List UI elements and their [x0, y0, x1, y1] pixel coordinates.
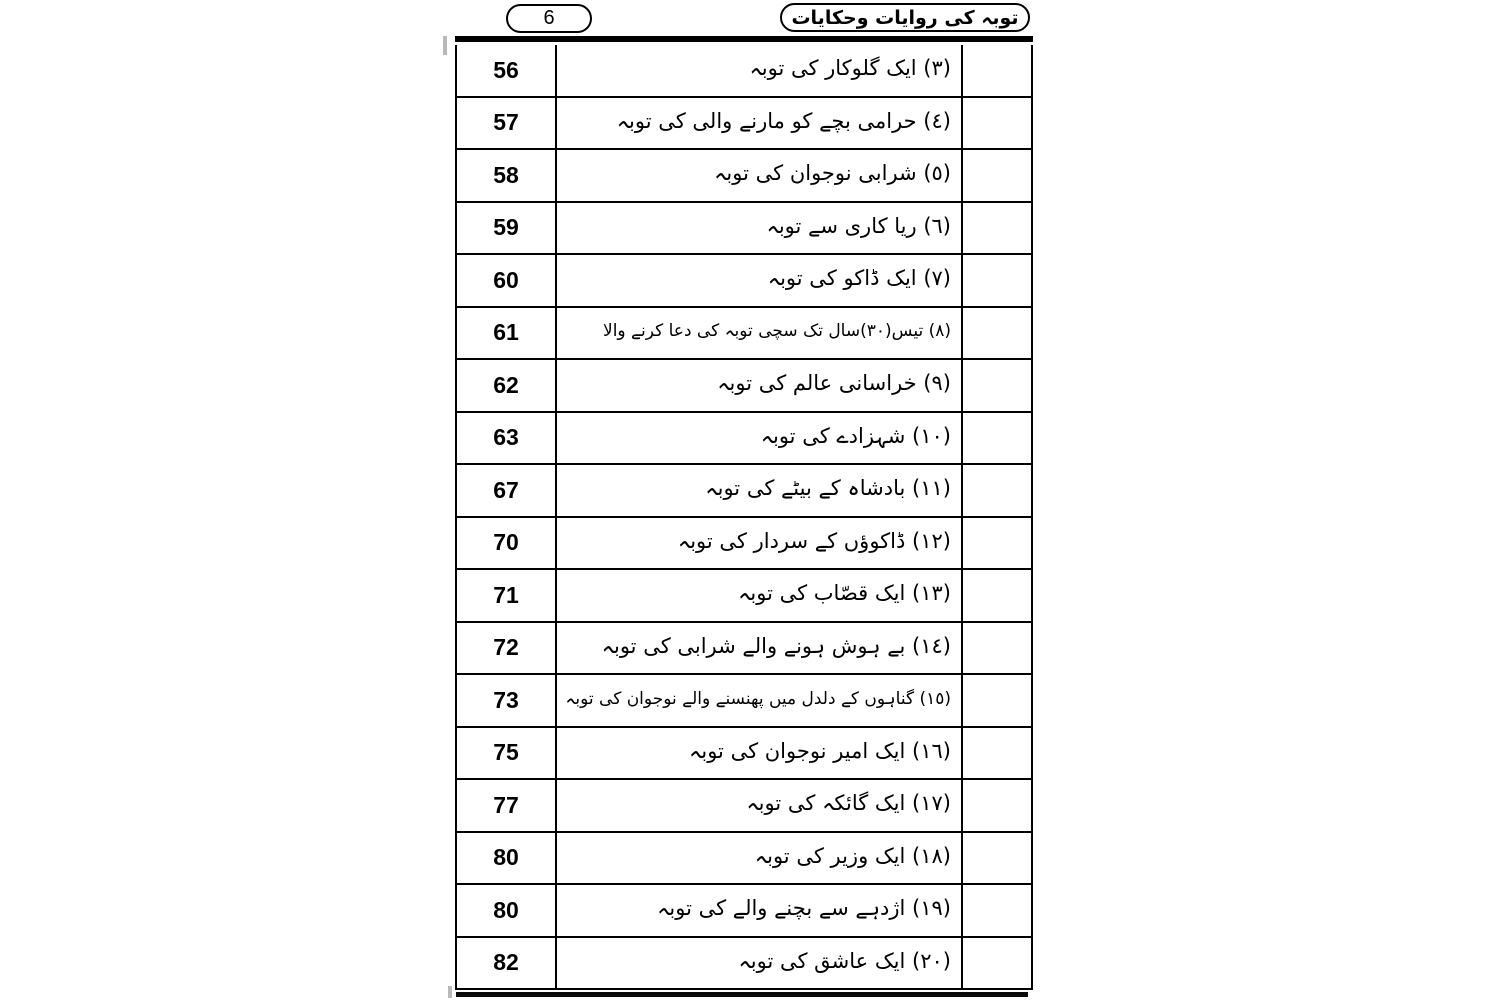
page-number-badge — [506, 4, 592, 33]
toc-blank-cell — [963, 780, 1031, 833]
toc-blank-cell — [963, 938, 1031, 991]
toc-page-number: 57 — [457, 98, 557, 151]
toc-blank-cell — [963, 675, 1031, 728]
toc-page-number: 71 — [457, 570, 557, 623]
toc-row — [457, 518, 1031, 571]
toc-row — [457, 780, 1031, 833]
toc-chapter-title: (١٧) ایک گائکہ کی توبہ — [557, 780, 963, 833]
scan-artifact-tick-bottom — [448, 986, 452, 998]
toc-page-number: 56 — [457, 45, 557, 98]
toc-chapter-title: (١٨) ایک وزیر کی توبہ — [557, 833, 963, 886]
toc-row — [457, 728, 1031, 781]
toc-page-number: 80 — [457, 833, 557, 886]
toc-chapter-title: (١١) بادشاہ کے بیٹے کی توبہ — [557, 465, 963, 518]
toc-page-number: 60 — [457, 255, 557, 308]
toc-chapter-title: (٥) شرابی نوجوان کی توبہ — [557, 150, 963, 203]
toc-chapter-title: (٩) خراسانی عالم کی توبہ — [557, 360, 963, 413]
toc-row — [457, 675, 1031, 728]
toc-page-number: 70 — [457, 518, 557, 571]
toc-blank-cell — [963, 833, 1031, 886]
toc-page-number: 67 — [457, 465, 557, 518]
toc-blank-cell — [963, 885, 1031, 938]
footer-rule — [456, 992, 1028, 997]
toc-row — [457, 255, 1031, 308]
toc-row — [457, 833, 1031, 886]
toc-row — [457, 623, 1031, 676]
toc-blank-cell — [963, 308, 1031, 361]
toc-page-number: 61 — [457, 308, 557, 361]
scan-artifact-tick-top — [443, 36, 447, 55]
toc-row — [457, 885, 1031, 938]
toc-page-number: 75 — [457, 728, 557, 781]
toc-blank-cell — [963, 360, 1031, 413]
toc-chapter-title: (٣) ایک گلوکار کی توبہ — [557, 45, 963, 98]
toc-chapter-title: (١٦) ایک امیر نوجوان کی توبہ — [557, 728, 963, 781]
toc-page-number: 59 — [457, 203, 557, 256]
toc-chapter-title: (١٠) شہزادے کی توبہ — [557, 413, 963, 466]
toc-chapter-title: (٤) حرامی بچے کو مارنے والی کی توبہ — [557, 98, 963, 151]
toc-row — [457, 150, 1031, 203]
toc-row — [457, 570, 1031, 623]
toc-table — [455, 45, 1033, 990]
toc-row — [457, 308, 1031, 361]
toc-blank-cell — [963, 570, 1031, 623]
toc-page-number: 77 — [457, 780, 557, 833]
book-title-badge — [780, 3, 1030, 32]
toc-page-number: 73 — [457, 675, 557, 728]
toc-blank-cell — [963, 255, 1031, 308]
toc-row — [457, 360, 1031, 413]
toc-blank-cell — [963, 518, 1031, 571]
toc-blank-cell — [963, 623, 1031, 676]
toc-row — [457, 465, 1031, 518]
toc-page-number: 82 — [457, 938, 557, 991]
book-title-label: توبہ کی روایات وحکایات — [791, 6, 1019, 29]
toc-chapter-title: (٨) تیس(٣٠)سال تک سچی توبہ کی دعا کرنے والا — [557, 308, 963, 361]
toc-blank-cell — [963, 45, 1031, 98]
header-double-rule — [455, 36, 1033, 42]
toc-blank-cell — [963, 728, 1031, 781]
toc-row — [457, 938, 1031, 991]
toc-row — [457, 45, 1031, 98]
toc-chapter-title: (١٤) بے ہوش ہونے والے شرابی کی توبہ — [557, 623, 963, 676]
toc-blank-cell — [963, 465, 1031, 518]
toc-chapter-title: (١٢) ڈاکوؤں کے سردار کی توبہ — [557, 518, 963, 571]
toc-row — [457, 413, 1031, 466]
toc-blank-cell — [963, 98, 1031, 151]
page-number-label: 6 — [543, 7, 555, 29]
toc-chapter-title: (٢٠) ایک عاشق کی توبہ — [557, 938, 963, 991]
toc-blank-cell — [963, 150, 1031, 203]
toc-chapter-title: (٦) ریا کاری سے توبہ — [557, 203, 963, 256]
toc-row — [457, 203, 1031, 256]
toc-page-number: 80 — [457, 885, 557, 938]
toc-blank-cell — [963, 413, 1031, 466]
toc-page-number: 63 — [457, 413, 557, 466]
toc-chapter-title: (١٩) اژدہے سے بچنے والے کی توبہ — [557, 885, 963, 938]
toc-chapter-title: (١٥) گناہوں کے دلدل میں پھنسنے والے نوجوان کی توبہ — [557, 675, 963, 728]
toc-page-number: 72 — [457, 623, 557, 676]
toc-page-number: 58 — [457, 150, 557, 203]
toc-chapter-title: (١٣) ایک قصّاب کی توبہ — [557, 570, 963, 623]
toc-page-number: 62 — [457, 360, 557, 413]
toc-blank-cell — [963, 203, 1031, 256]
toc-chapter-title: (٧) ایک ڈاکو کی توبہ — [557, 255, 963, 308]
toc-row — [457, 98, 1031, 151]
